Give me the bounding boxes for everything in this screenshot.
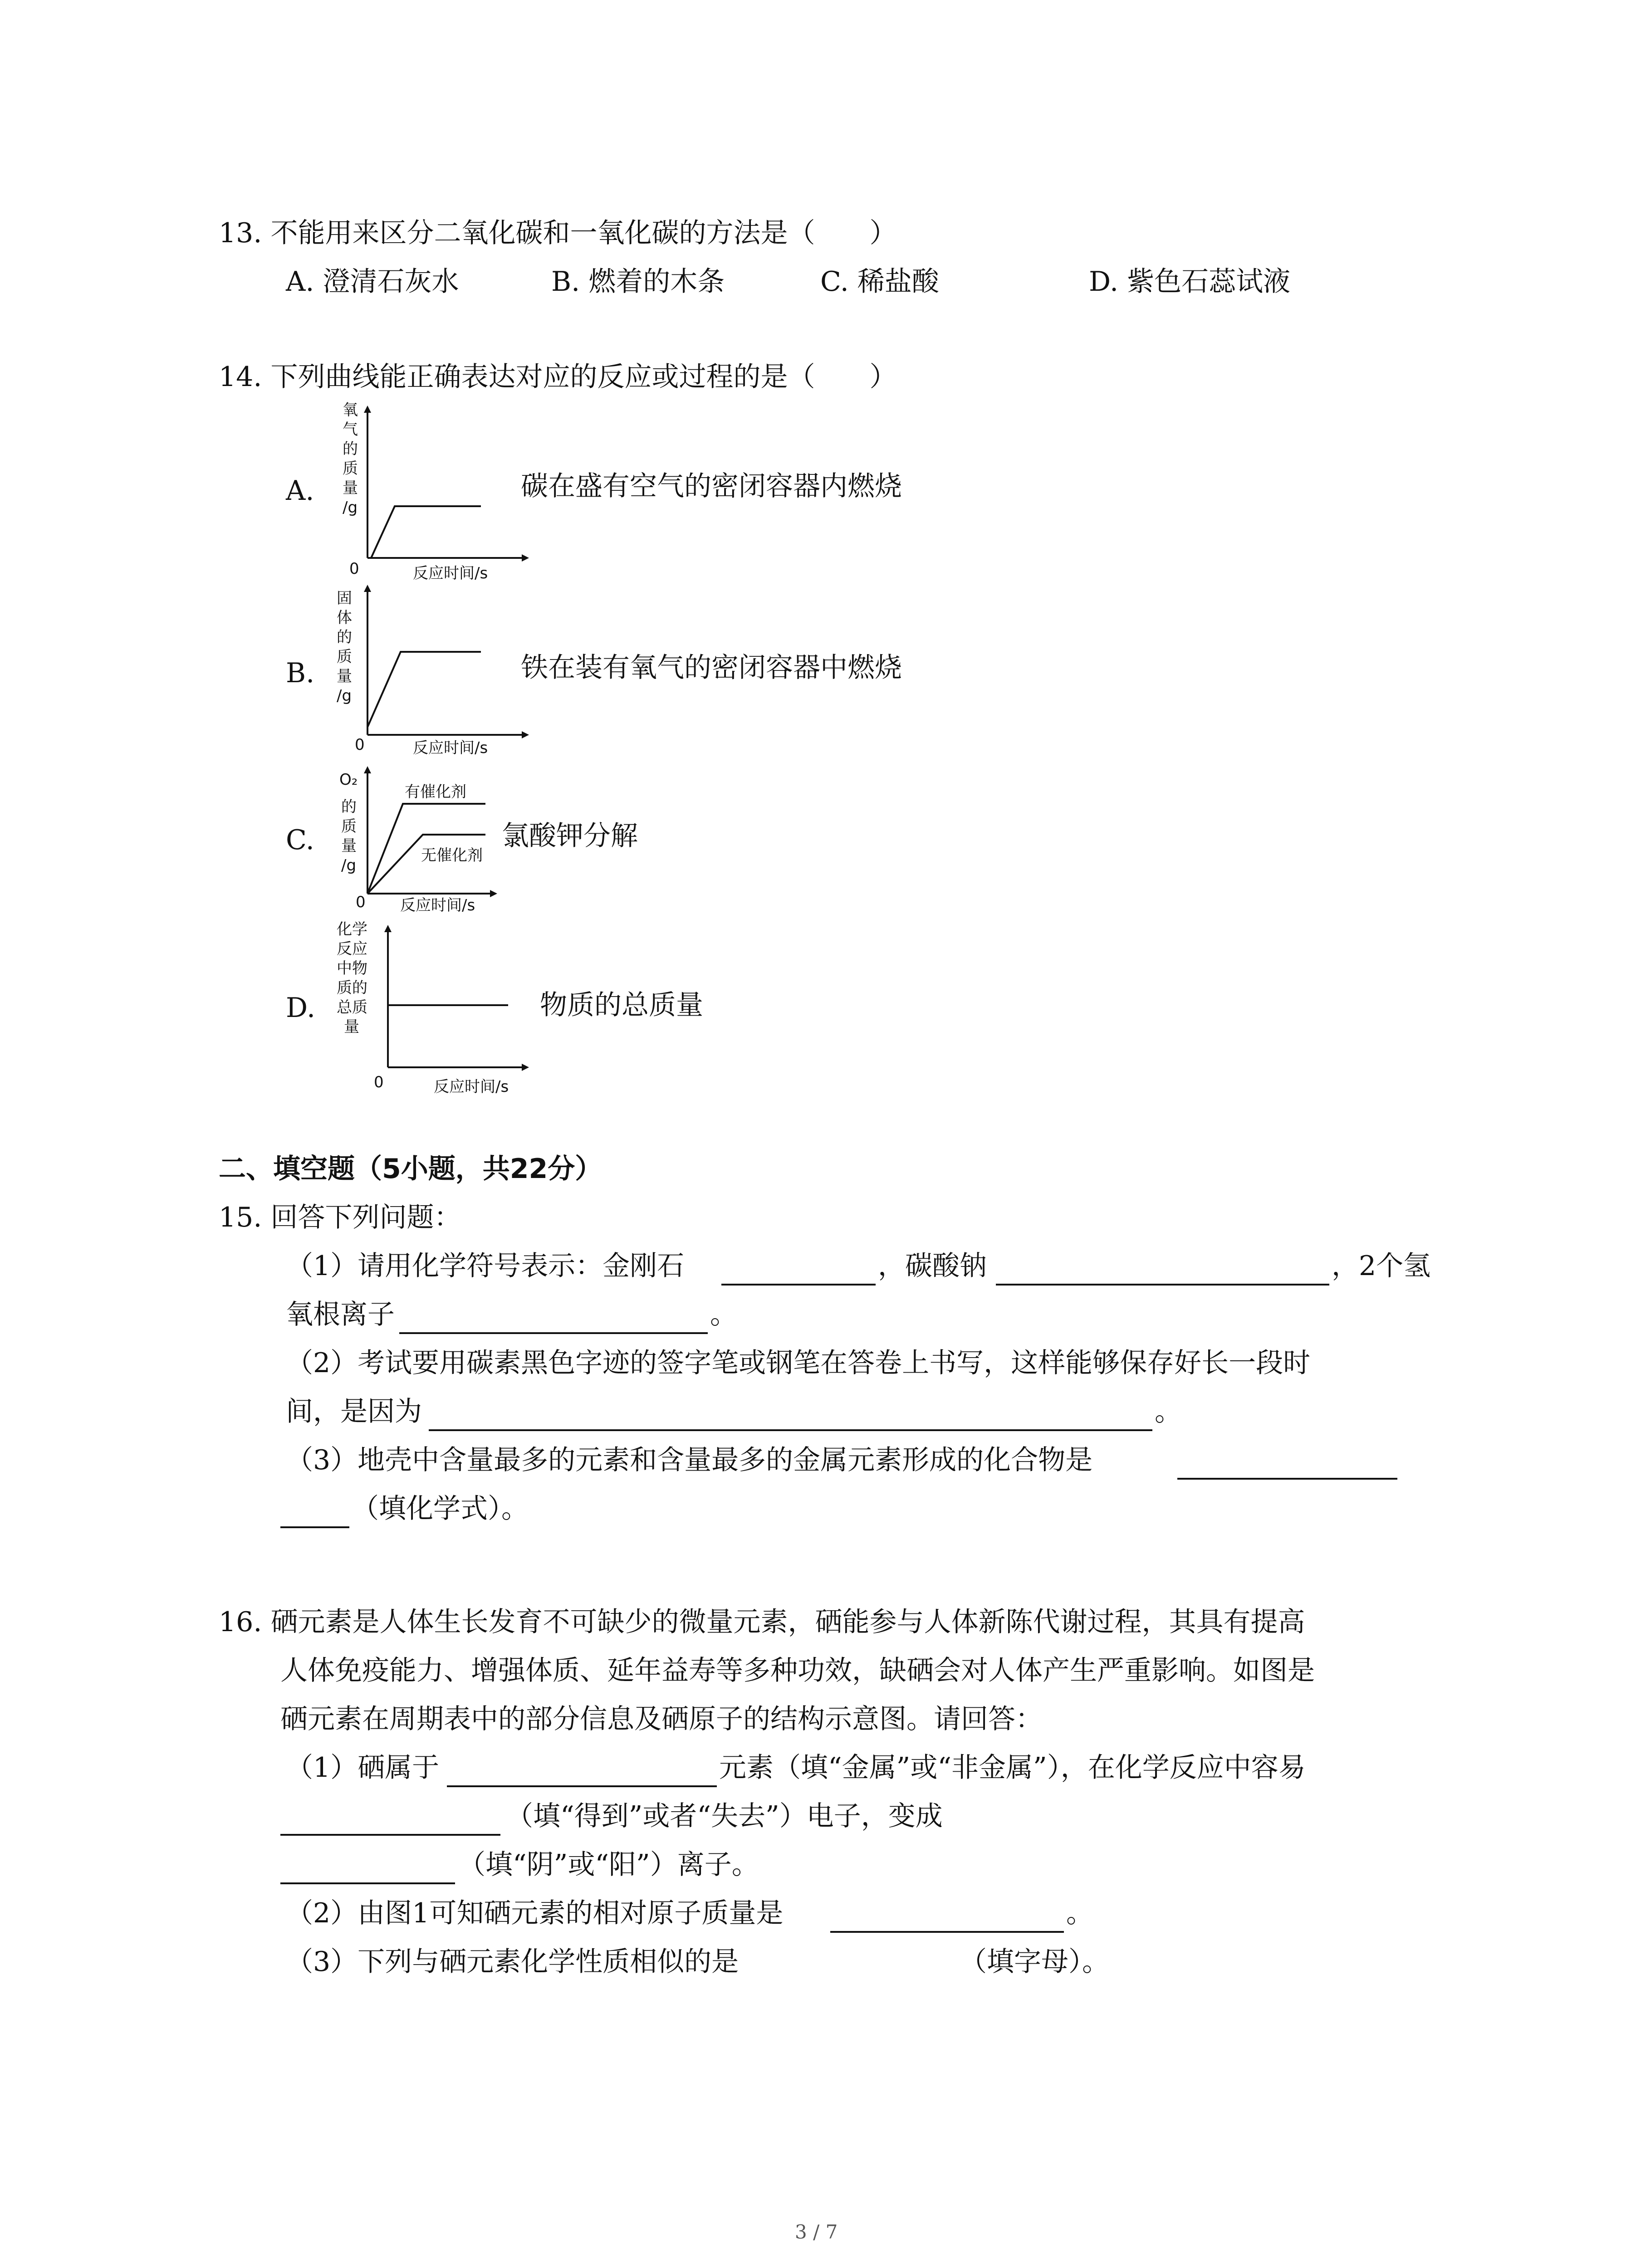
q13-stem: 13. 不能用来区分二氧化碳和一氧化碳的方法是（ ） (219, 217, 897, 249)
q14-graph-b-caption: 铁在装有氧气的密闭容器中燃烧 (521, 652, 902, 684)
q16-blank-ion[interactable] (280, 1882, 455, 1884)
y-label-2: 的 (343, 440, 358, 458)
q13-option-d: D. 紫色石蕊试液 (1089, 266, 1291, 298)
q15-blank-compound-cont[interactable] (280, 1526, 349, 1528)
q16-p1-text: （1）硒属于 (286, 1752, 440, 1784)
y-label-3: 质 (337, 648, 352, 666)
q16-line-2: 人体免疫能力、增强体质、延年益寿等多种功效，缺硒会对人体产生严重影响。如图是 (280, 1655, 1315, 1686)
y-label-0: 化学 (337, 920, 367, 938)
y-label-5: /g (343, 499, 358, 517)
q16-p2-text-b: 。 (1066, 1897, 1093, 1929)
y-axis-arrow (384, 925, 392, 932)
y-label-3: 质的 (337, 979, 367, 997)
curve1-label: 有催化剂 (405, 783, 466, 801)
y-label-4: 量 (343, 479, 358, 497)
q15-stem: 15. 回答下列问题： (219, 1202, 461, 1233)
y-label-3: 量 (341, 837, 357, 855)
y-axis-arrow (364, 406, 371, 413)
x-axis-arrow (522, 731, 529, 738)
q16-line-1: 16. 硒元素是人体生长发育不可缺少的微量元素，硒能参与人体新陈代谢过程，其具有提高 (219, 1606, 1305, 1638)
q14-stem: 14. 下列曲线能正确表达对应的反应或过程的是（ ） (219, 361, 897, 393)
q14-graph-c-caption: 氯酸钾分解 (502, 820, 638, 852)
q14-graph-a-caption: 碳在盛有空气的密闭容器内燃烧 (521, 470, 902, 502)
q16-line-3: 硒元素在周期表中的部分信息及硒原子的结构示意图。请回答： (280, 1703, 1043, 1735)
origin-label: 0 (356, 893, 366, 911)
q15-p1-text-b: ，碳酸钠 (878, 1250, 987, 1282)
q13-option-c: C. 稀盐酸 (820, 266, 939, 298)
q14-graph-d-letter: D. (286, 992, 316, 1024)
q13-option-b: B. 燃着的木条 (551, 266, 725, 298)
q15-p2-text-b: 间，是因为 (286, 1396, 422, 1427)
q15-blank-diamond[interactable] (721, 1284, 876, 1286)
q15-p3-text-b: （填化学式）。 (352, 1493, 529, 1525)
q14-graph-b (318, 583, 544, 773)
y-label-5: /g (337, 687, 352, 705)
q13-option-a: A. 澄清石灰水 (286, 266, 459, 298)
x-label: 反应时间/s (434, 1078, 509, 1096)
x-label: 反应时间/s (400, 896, 475, 914)
q15-p2-text-c: 。 (1155, 1396, 1182, 1427)
y-label-4: 量 (337, 667, 352, 685)
origin-label: 0 (374, 1073, 384, 1091)
q15-blank-hydroxide[interactable] (399, 1332, 708, 1334)
q15-p1-text-c: ，2个氢 (1332, 1250, 1431, 1282)
q15-p1-text-d: 氧根离子 (286, 1299, 395, 1330)
y-label-5: 量 (344, 1018, 359, 1036)
q16-p1-text-d: （填“阴”或“阳”）离子。 (458, 1849, 759, 1881)
q15-p1-text: （1）请用化学符号表示：金刚石 (286, 1250, 685, 1282)
curve-line (371, 506, 481, 558)
q16-p1-text-c: （填“得到”或者“失去”）电子，变成 (506, 1800, 943, 1832)
y-label-0: 固 (337, 589, 352, 607)
y-label-4: 总质 (337, 998, 367, 1017)
q16-p2-text: （2）由图1可知硒元素的相对原子质量是 (286, 1897, 784, 1929)
q14-graph-d (318, 914, 554, 1105)
x-axis-arrow (522, 1064, 529, 1071)
y-axis-arrow (364, 766, 371, 773)
q14-graph-a-letter: A. (286, 475, 314, 507)
x-label: 反应时间/s (413, 564, 488, 582)
q15-p2-text: （2）考试要用碳素黑色字迹的签字笔或钢笔在答卷上书写，这样能够保存好长一段时 (286, 1347, 1311, 1379)
q14-graph-a (318, 399, 544, 590)
y-label-2: 中物 (337, 959, 367, 978)
q16-blank-atomic-mass[interactable] (830, 1931, 1064, 1933)
q16-p1-text-b: 元素（填“金属”或“非金属”），在化学反应中容易 (719, 1752, 1306, 1784)
y-label-1: 气 (343, 420, 358, 439)
origin-label: 0 (355, 736, 365, 754)
q16-blank-metal[interactable] (447, 1785, 717, 1787)
q15-blank-sodium-carbonate[interactable] (996, 1284, 1329, 1286)
x-axis-arrow (490, 890, 497, 897)
q15-blank-reason[interactable] (429, 1429, 1152, 1431)
y-label-0: O₂ (339, 771, 358, 789)
origin-label: 0 (349, 560, 359, 578)
x-label: 反应时间/s (413, 739, 488, 757)
x-axis-arrow (522, 554, 529, 562)
q14-graph-d-caption: 物质的总质量 (540, 989, 703, 1021)
y-label-2: 质 (341, 817, 357, 836)
q15-blank-compound[interactable] (1177, 1478, 1397, 1480)
q16-blank-electron[interactable] (280, 1834, 500, 1836)
y-label-1: 体 (337, 609, 352, 627)
curve2-label: 无催化剂 (421, 846, 483, 865)
y-label-4: /g (341, 856, 357, 875)
q14-graph-b-letter: B. (286, 657, 315, 689)
q14-graph-c-letter: C. (286, 824, 314, 856)
y-label-3: 质 (343, 459, 358, 478)
q16-p3-text-b: （填字母）。 (960, 1946, 1109, 1978)
curve-line (367, 652, 481, 727)
y-label-1: 的 (341, 798, 357, 816)
q15-p3-text: （3）地壳中含量最多的元素和含量最多的金属元素形成的化合物是 (286, 1444, 1093, 1476)
y-label-0: 氧 (343, 401, 358, 419)
y-label-2: 的 (337, 628, 352, 646)
y-label-1: 反应 (337, 940, 367, 958)
q15-p1-text-e: 。 (710, 1299, 737, 1330)
y-axis-arrow (364, 585, 371, 592)
section2-heading: 二、填空题（5小题，共22分） (219, 1153, 603, 1185)
page-number: 3 / 7 (795, 2221, 838, 2243)
q16-p3-text: （3）下列与硒元素化学性质相似的是 (286, 1946, 739, 1978)
